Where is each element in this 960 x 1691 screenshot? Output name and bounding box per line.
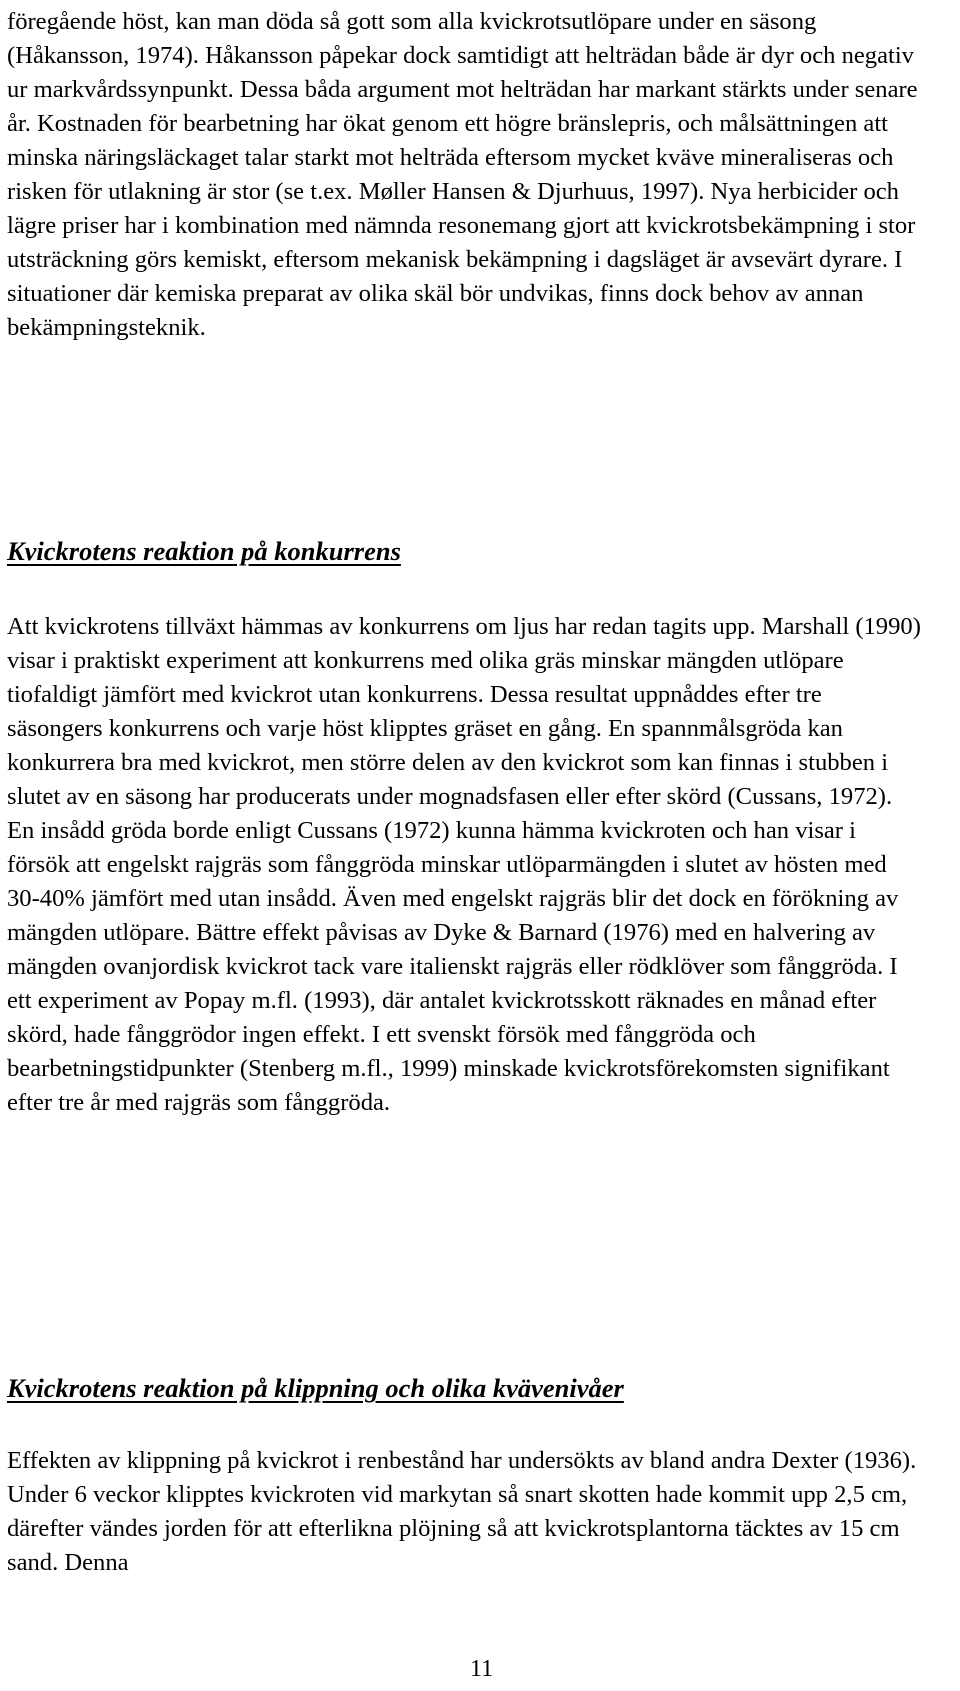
page-number: 11 <box>470 1656 494 1682</box>
section-heading-konkurrens: Kvickrotens reaktion på konkurrens <box>7 536 401 566</box>
section-heading-klippning: Kvickrotens reaktion på klippning och olika kvävenivåer <box>7 1373 624 1403</box>
body-paragraph-klippning: Effekten av klippning på kvickrot i renbestånd har undersökts av bland andra Dexter (1936). Under 6 veckor klipptes kvickroten vid markytan så snart skotten hade kommit upp 2,5 cm, därefter vändes jorden för att efterlikna plöjning så att kvickrotsplantorna täcktes av 15 cm sand. Denna <box>7 1447 917 1576</box>
body-paragraph-konkurrens: Att kvickrotens tillväxt hämmas av konkurrens om ljus har redan tagits upp. Marshall (1990) visar i praktiskt experiment att konkurrens med olika gräs minskar mängden utlöpare tiofaldigt jämfört med kvickrot utan konkurrens. Dessa resultat uppnåddes efter tre säsongers konkurrens och varje höst klipptes gräset en gång. En spannmålsgröda kan konkurrera bra med kvickrot, men större delen av den kvickrot som kan finnas i stubben i slutet av en säsong har producerats under mognadsfasen eller efter skörd (Cussans, 1972). En insådd gröda borde enligt Cussans (1972) kunna hämma kvickroten och han visar i försök att engelskt rajgräs som fånggröda minskar utlöparmängden i slutet av hösten med 30-40% jämfört med utan insådd. Även med engelskt rajgräs blir det dock en förökning av mängden utlöpare. Bättre effekt påvisas av Dyke & Barnard (1976) med en halvering av mängden ovanjordisk kvickrot tack vare italienskt rajgräs eller rödklöver som fånggröda. I ett experiment av Popay m.fl. (1993), där antalet kvickrotsskott räknades en månad efter skörd, hade fånggrödor ingen effekt. I ett svenskt försök med fånggröda och bearbetningstidpunkter (Stenberg m.fl., 1999) minskade kvickrotsförekomsten signifikant efter tre år med rajgräs som fånggröda. <box>7 613 921 1116</box>
body-paragraph: föregående höst, kan man döda så gott som alla kvickrotsutlöpare under en säsong (Håkansson, 1974). Håkansson påpekar dock samtidigt att helträdan både är dyr och negativ ur markvårdssynpunkt. Dessa båda argument mot helträdan har markant stärkts under senare år. Kostnaden för bearbetning har ökat genom ett högre bränslepris, och målsättningen att minska näringsläckaget talar starkt mot helträda eftersom mycket kväve mineraliseras och risken för utlakning är stor (se t.ex. Møller Hansen & Djurhuus, 1997). Nya herbicider och lägre priser har i kombination med nämnda resonemang gjort att kvickrotsbekämpning i stor utsträckning görs kemiskt, eftersom mekanisk bekämpning i dagsläget är avsevärt dyrare. I situationer där kemiska preparat av olika skäl bör undvikas, finns dock behov av annan bekämpningsteknik. <box>7 8 918 341</box>
